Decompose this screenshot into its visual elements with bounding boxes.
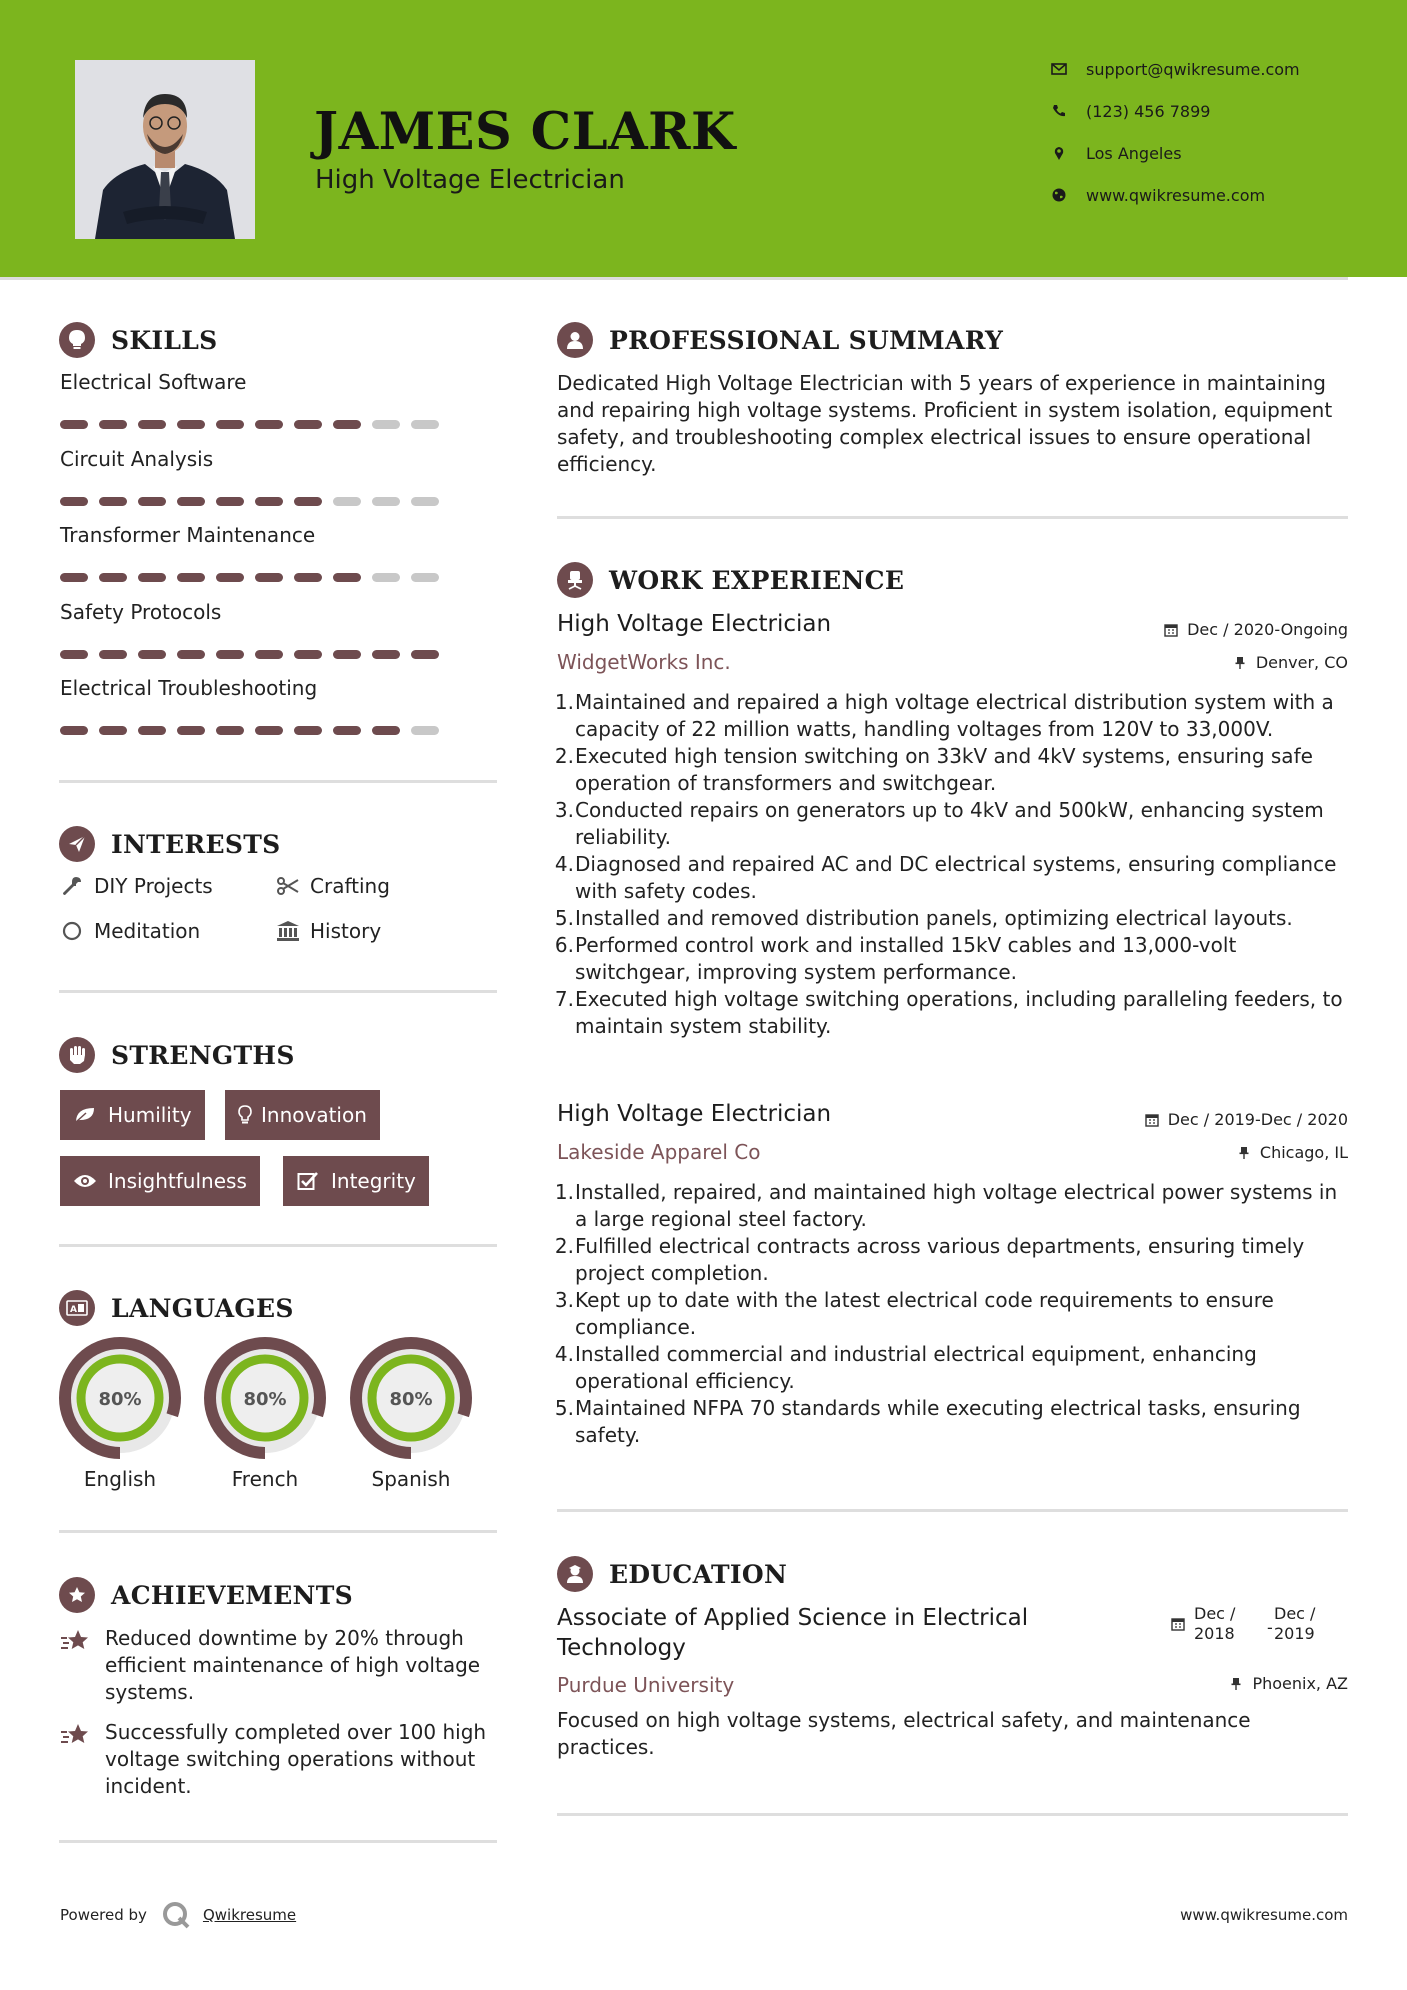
circle-icon <box>60 919 84 943</box>
skill-dot-filled <box>216 497 244 506</box>
strength-badge: Innovation <box>225 1090 380 1140</box>
interest-item: History <box>276 919 381 943</box>
skill-dot-filled <box>99 650 127 659</box>
skill-dot-empty <box>411 726 439 735</box>
education-calendar <box>1170 1616 1194 1632</box>
profile-photo <box>75 60 255 239</box>
bullet-item: 6. Performed control work and installed 15kV cables and 13,000-volt switchgear, improving system performance. <box>554 933 1237 984</box>
language-gauge <box>59 1337 181 1491</box>
candidate-name: JAMES CLARK <box>314 102 736 162</box>
eye-icon <box>72 1168 98 1194</box>
star-badge-icon <box>59 1577 95 1613</box>
job-location: Chicago, IL <box>1236 1143 1348 1162</box>
job-bullets <box>554 689 1350 1040</box>
skill-dot-filled <box>294 650 322 659</box>
skill-dot-filled <box>60 726 88 735</box>
bullet-item: 4. Installed commercial and industrial electrical equipment, enhancing operational efficiency. <box>554 1342 1257 1393</box>
skill-dot-filled <box>255 573 283 582</box>
skill-dot-filled <box>60 650 88 659</box>
language-ring <box>204 1337 326 1459</box>
skill-dot-filled <box>216 573 244 582</box>
skill-dot-filled <box>99 497 127 506</box>
languages-divider <box>59 1530 497 1533</box>
skill-dot-filled <box>138 420 166 429</box>
strengths-divider <box>59 1244 497 1247</box>
language-percent: 80% <box>389 1389 433 1410</box>
education-divider <box>557 1813 1348 1816</box>
contact-email[interactable] <box>1050 57 1370 81</box>
interest-item: Crafting <box>276 874 390 898</box>
skill-dot-filled <box>294 573 322 582</box>
skill-dot-filled <box>99 726 127 735</box>
skill-dot-filled <box>372 726 400 735</box>
skill-dot-filled <box>177 497 205 506</box>
globe-icon <box>1050 186 1068 204</box>
skill-dot-filled <box>177 573 205 582</box>
skill-dot-filled <box>294 497 322 506</box>
wrench-icon <box>60 874 84 898</box>
language-ring <box>59 1337 181 1459</box>
contact-website[interactable] <box>1050 183 1370 207</box>
skill-dot-empty <box>372 497 400 506</box>
qwikresume-link[interactable]: Qwikresume <box>202 1906 297 1924</box>
bullet-item: 7. Executed high voltage switching operations, including paralleling feeders, to maintain system stability. <box>554 987 1343 1038</box>
language-gauge <box>204 1337 326 1491</box>
contact-email-text: support@qwikresume.com <box>1086 59 1300 79</box>
skill-dot-filled <box>333 650 361 659</box>
language-name: Spanish <box>371 1467 451 1491</box>
skill-dot-filled <box>372 650 400 659</box>
pushpin-icon <box>1228 1676 1244 1692</box>
language-icon <box>59 1290 95 1326</box>
achievements-heading: ACHIEVEMENTS <box>59 1577 353 1613</box>
education-description: Focused on high voltage systems, electrical safety, and maintenance practices. <box>557 1708 1251 1759</box>
envelope-icon <box>1050 60 1068 78</box>
skill-dot-filled <box>333 573 361 582</box>
skill-name: Safety Protocols <box>60 599 222 624</box>
summary-heading: PROFESSIONAL SUMMARY <box>557 322 1003 358</box>
skill-name: Circuit Analysis <box>60 446 214 471</box>
skill-dot-filled <box>255 726 283 735</box>
skill-dot-filled <box>255 497 283 506</box>
achievements-divider <box>59 1840 497 1843</box>
skill-dot-filled <box>255 420 283 429</box>
skill-dot-filled <box>99 420 127 429</box>
footer-powered-by: Powered by Qwikresume <box>60 1900 296 1930</box>
bullet-item: 1. Maintained and repaired a high voltage electrical distribution system with a capacity of 22 million watts, handling voltages from 120V to 33,000V. <box>554 690 1334 741</box>
skills-heading: SKILLS <box>59 322 218 358</box>
bullet-item: 3. Conducted repairs on generators up to 4kV and 500kW, enhancing system reliability. <box>554 798 1324 849</box>
skill-dot-filled <box>333 726 361 735</box>
leaf-icon <box>72 1102 98 1128</box>
education-date-separator: - <box>1267 1618 1273 1637</box>
language-percent: 80% <box>98 1389 142 1410</box>
skill-dot-empty <box>372 573 400 582</box>
skill-dot-filled <box>99 573 127 582</box>
museum-icon <box>276 919 300 943</box>
skill-level-dots <box>60 726 439 735</box>
job-date: Dec / 2019-Dec / 2020 <box>1144 1110 1348 1129</box>
skill-dot-filled <box>333 420 361 429</box>
skill-dot-filled <box>411 650 439 659</box>
calendar-icon <box>1170 1616 1186 1632</box>
skill-dot-filled <box>294 420 322 429</box>
skill-dot-filled <box>177 420 205 429</box>
job-company: Lakeside Apparel Co <box>557 1140 761 1164</box>
job-company: WidgetWorks Inc. <box>557 650 731 674</box>
skill-level-dots <box>60 650 439 659</box>
interest-item: Meditation <box>60 919 200 943</box>
education-end-date: Dec / 2019 <box>1274 1604 1316 1643</box>
skill-dot-empty <box>411 497 439 506</box>
skill-dot-filled <box>216 650 244 659</box>
skill-dot-filled <box>177 650 205 659</box>
job-title: High Voltage Electrician <box>557 611 832 637</box>
strength-badge: Integrity <box>283 1156 429 1206</box>
summary-text: Dedicated High Voltage Electrician with 5 years of experience in maintaining and repairing high voltage systems. Proficient in system isolation, equipment safety, and troubleshooting complex electrical issues to ensure operational efficiency. <box>557 371 1333 476</box>
qwikresume-logo-icon <box>161 1900 191 1930</box>
skill-dot-empty <box>411 573 439 582</box>
achievement-item: Successfully completed over 100 high voltage switching operations without incident. <box>60 1719 500 1800</box>
language-name: French <box>231 1467 299 1491</box>
interests-divider <box>59 990 497 993</box>
scissors-icon <box>276 874 300 898</box>
interest-item: DIY Projects <box>60 874 213 898</box>
job-date: Dec / 2020-Ongoing <box>1163 620 1348 639</box>
skill-level-dots <box>60 420 439 429</box>
skill-level-dots <box>60 573 439 582</box>
skill-dot-filled <box>60 573 88 582</box>
skill-dot-filled <box>255 650 283 659</box>
degree-title: Associate of Applied Science in Electrical Technology <box>557 1605 1029 1661</box>
contact-phone-text: (123) 456 7899 <box>1086 101 1211 121</box>
school-name: Purdue University <box>557 1673 735 1697</box>
fist-icon <box>59 1037 95 1073</box>
skill-name: Electrical Troubleshooting <box>60 676 318 700</box>
skill-dot-filled <box>138 650 166 659</box>
experience-divider <box>557 1509 1348 1512</box>
calendar-icon <box>1144 1112 1160 1128</box>
contact-location <box>1050 141 1370 165</box>
strength-badge: Insightfulness <box>60 1156 260 1206</box>
bullet-item: 3. Kept up to date with the latest electrical code requirements to ensure compliance. <box>554 1288 1274 1339</box>
pushpin-icon <box>1236 1145 1252 1161</box>
star-icon <box>60 1627 90 1657</box>
language-gauge <box>350 1337 472 1491</box>
bullet-item: 5. Installed and removed distribution panels, optimizing electrical layouts. <box>554 906 1293 930</box>
language-ring <box>350 1337 472 1459</box>
skill-name: Electrical Software <box>60 370 247 394</box>
education-start-date: Dec / 2018 <box>1194 1604 1236 1643</box>
skill-dot-empty <box>372 420 400 429</box>
lightbulb-icon <box>237 1102 253 1128</box>
education-location: Phoenix, AZ <box>1228 1674 1348 1693</box>
lightbulb-icon <box>59 322 95 358</box>
svg-text:A: A <box>70 1305 77 1315</box>
bullet-item: 4. Diagnosed and repaired AC and DC electrical systems, ensuring compliance with safety codes. <box>554 852 1337 903</box>
skill-dot-filled <box>294 726 322 735</box>
candidate-title: High Voltage Electrician <box>315 165 625 195</box>
job-bullets <box>554 1179 1350 1449</box>
graduate-icon <box>557 1556 593 1592</box>
skills-divider <box>59 780 497 783</box>
skill-dot-filled <box>60 420 88 429</box>
calendar-icon <box>1163 622 1179 638</box>
header-divider <box>0 277 1348 280</box>
job-location: Denver, CO <box>1232 653 1348 672</box>
skill-dot-empty <box>333 497 361 506</box>
experience-heading: WORK EXPERIENCE <box>557 562 904 598</box>
checkbox-icon <box>295 1168 321 1194</box>
skill-dot-filled <box>138 726 166 735</box>
language-name: English <box>83 1467 157 1491</box>
skill-dot-filled <box>138 497 166 506</box>
star-icon <box>60 1721 90 1751</box>
office-chair-icon <box>557 562 593 598</box>
skill-dot-filled <box>138 573 166 582</box>
strength-badge: Humility <box>60 1090 205 1140</box>
skill-name: Transformer Maintenance <box>60 523 316 547</box>
languages-heading: A LANGUAGES <box>59 1290 294 1326</box>
skill-level-dots <box>60 497 439 506</box>
summary-divider <box>557 516 1348 519</box>
skill-dot-filled <box>60 497 88 506</box>
contact-location-text: Los Angeles <box>1086 143 1182 163</box>
bullet-item: 2. Fulfilled electrical contracts across various departments, ensuring timely project completion. <box>554 1234 1305 1285</box>
paper-plane-icon <box>59 826 95 862</box>
skill-dot-filled <box>216 420 244 429</box>
skill-dot-filled <box>177 726 205 735</box>
bullet-item: 5. Maintained NFPA 70 standards while executing electrical tasks, ensuring safety. <box>554 1396 1301 1447</box>
skill-dot-filled <box>216 726 244 735</box>
interests-heading: INTERESTS <box>59 826 280 862</box>
user-icon <box>557 322 593 358</box>
strengths-heading: STRENGTHS <box>59 1037 295 1073</box>
footer-url[interactable]: www.qwikresume.com <box>1180 1906 1348 1924</box>
bullet-item: 2. Executed high tension switching on 33kV and 4kV systems, ensuring safe operation of transformers and switchgear. <box>554 744 1313 795</box>
pushpin-icon <box>1232 655 1248 671</box>
job-title: High Voltage Electrician <box>557 1101 832 1127</box>
education-heading: EDUCATION <box>557 1556 787 1592</box>
achievement-item: Reduced downtime by 20% through efficient maintenance of high voltage systems. <box>60 1625 500 1706</box>
language-percent: 80% <box>243 1389 287 1410</box>
contact-phone[interactable] <box>1050 99 1370 123</box>
bullet-item: 1. Installed, repaired, and maintained high voltage electrical power systems in a large regional steel factory. <box>554 1180 1338 1231</box>
contact-website-text: www.qwikresume.com <box>1086 185 1266 205</box>
location-pin-icon <box>1050 144 1068 162</box>
skill-dot-empty <box>411 420 439 429</box>
phone-icon <box>1050 102 1068 120</box>
